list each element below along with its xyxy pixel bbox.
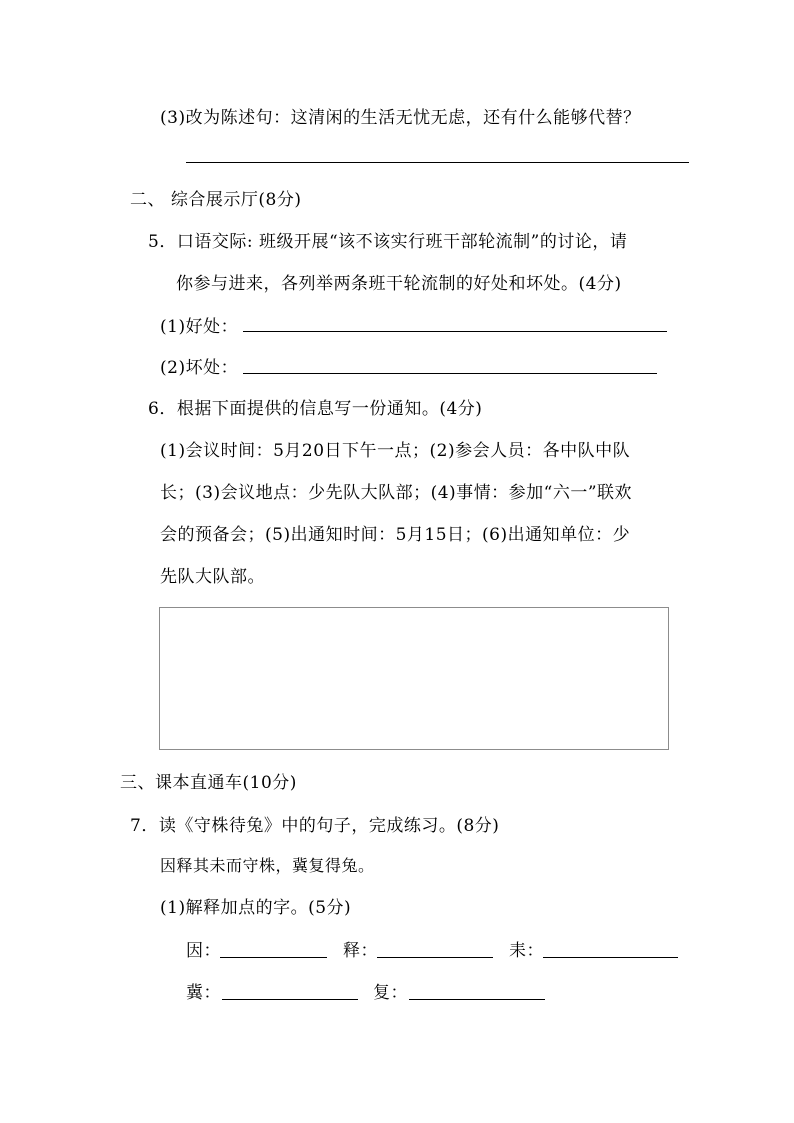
q7-sub1: (1)解释加点的字。(5分)	[160, 898, 352, 918]
term-fu-label: 复：	[373, 983, 408, 1003]
term-ji-blank[interactable]	[222, 999, 358, 1000]
section2-title: 二、 综合展示厅(8分)	[130, 190, 302, 210]
q6-info-line2: 长；(3)会议地点：少先队大队部；(4)事情：参加“六一”联欢	[160, 483, 633, 503]
q5-benefit-row	[160, 316, 238, 338]
q6-title: 6．根据下面提供的信息写一份通知。(4分)	[148, 399, 483, 419]
q6-info-line3: 会的预备会；(5)出通知时间：5月15日；(6)出通知单位：少	[160, 525, 631, 545]
q5-line2: 你参与进来，各列举两条班干轮流制的好处和坏处。(4分)	[176, 274, 622, 294]
q5-harm-label: (2)坏处：	[160, 358, 239, 378]
term-lei-blank[interactable]	[543, 957, 678, 958]
q7-title: 7．读《守株待兔》中的句子，完成练习。(8分)	[130, 816, 500, 836]
q6-info-line1: (1)会议时间：5月20日下午一点；(2)参会人员：各中队中队	[160, 441, 631, 461]
q4-3-prompt: (3)改为陈述句：这清闲的生活无忧无虑，还有什么能够代替？	[160, 108, 641, 128]
term-shi-blank[interactable]	[377, 957, 493, 958]
q5-harm-blank[interactable]	[243, 373, 657, 374]
term-lei-label: 耒：	[509, 941, 544, 961]
section3-title: 三、课本直通车(10分)	[120, 773, 297, 793]
term-yin-label: 因：	[186, 941, 221, 961]
q5-benefit-blank[interactable]	[243, 331, 667, 332]
q6-answer-box[interactable]	[159, 607, 669, 750]
term-yin-blank[interactable]	[220, 957, 327, 958]
q7-sentence: 因释其未而守株，冀复得兔。	[160, 856, 375, 875]
q5-line1: 5．口语交际: 班级开展“该不该实行班干部轮流制”的讨论，请	[148, 232, 628, 252]
q6-info-line4: 先队大队部。	[160, 567, 265, 587]
term-shi-label: 释：	[343, 941, 378, 961]
q4-3-answer-line[interactable]	[186, 162, 689, 163]
term-fu-blank[interactable]	[409, 999, 545, 1000]
term-ji-label: 冀：	[186, 983, 221, 1003]
q5-harm-row	[160, 357, 238, 379]
q5-benefit-label: (1)好处：	[160, 317, 239, 337]
